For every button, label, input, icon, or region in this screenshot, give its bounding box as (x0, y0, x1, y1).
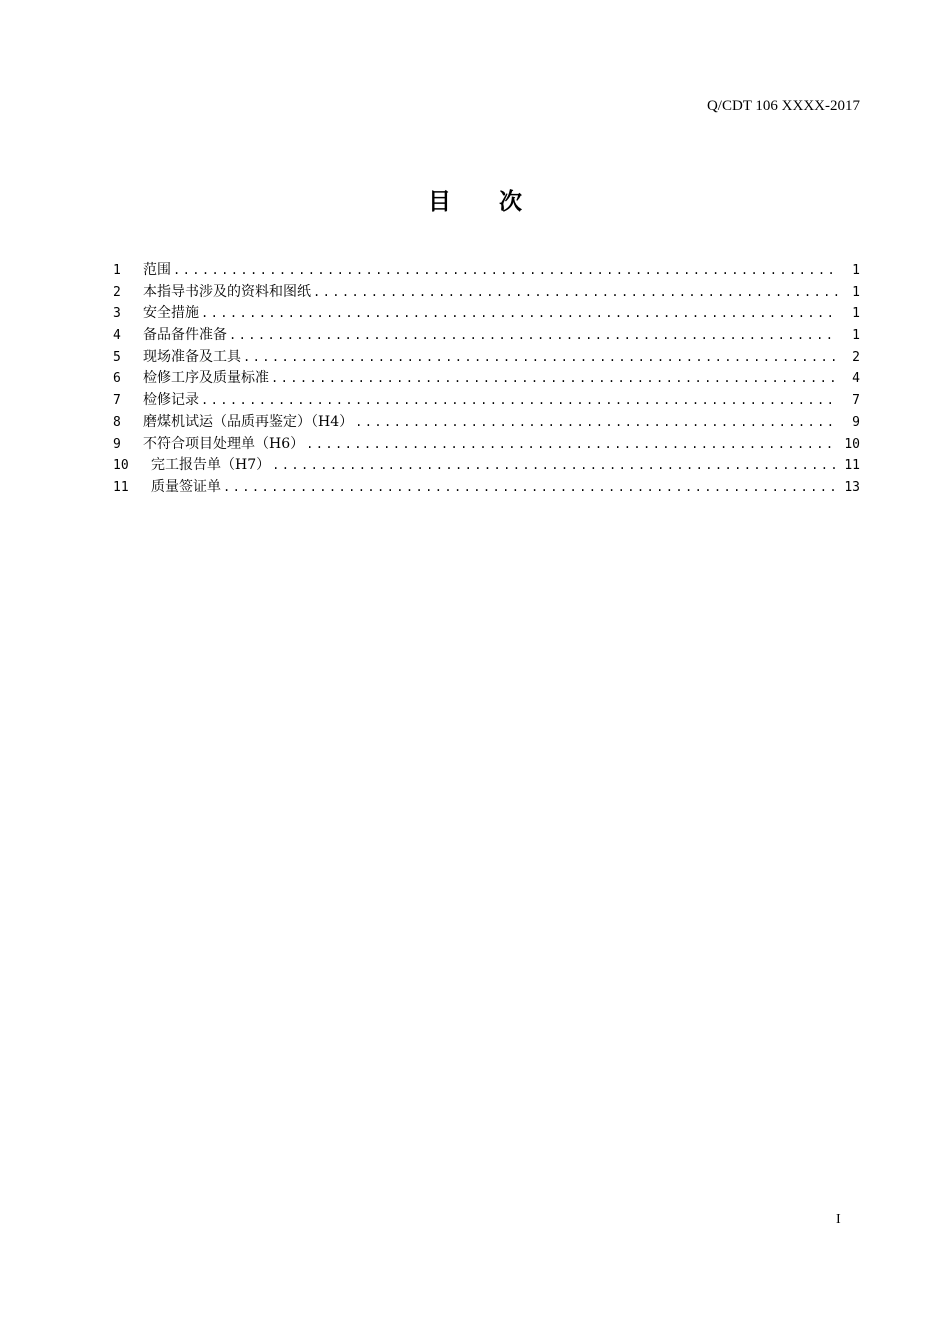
toc-entry-5[interactable] (113, 347, 860, 369)
toc-entry-11[interactable] (113, 477, 860, 499)
toc-entry-9[interactable] (113, 434, 860, 456)
toc-entry-label: 检修记录 (143, 392, 199, 409)
toc-entry-page: 1 (852, 284, 860, 300)
toc-entry-label: 安全措施 (143, 305, 199, 322)
dot-leader (201, 303, 838, 325)
toc-entry-label: 完工报告单（H7） (151, 457, 271, 474)
toc-entry-page: 11 (844, 458, 860, 474)
toc-entry-page: 4 (852, 371, 860, 387)
toc-entry-label: 不符合项目处理单（H6） (143, 435, 305, 452)
toc-entry-page: 7 (852, 393, 860, 409)
toc-entry-10[interactable] (113, 455, 860, 477)
toc-entry-4[interactable] (113, 325, 860, 347)
toc-entry-page: 13 (844, 479, 860, 495)
toc-entry-label: 备品备件准备 (143, 327, 227, 344)
dot-leader (201, 390, 838, 412)
toc-entry-label: 现场准备及工具 (143, 348, 241, 365)
toc-entry-number: 4 (113, 328, 121, 344)
table-of-contents (113, 260, 860, 499)
toc-entry-6[interactable] (113, 368, 860, 390)
toc-entry-page: 1 (852, 328, 860, 344)
dot-leader (223, 477, 838, 499)
dot-leader (173, 260, 838, 282)
page-number: I (836, 1212, 841, 1227)
document-code: Q/CDT 106 XXXX-2017 (706, 98, 860, 114)
toc-entry-number: 1 (113, 263, 121, 278)
toc-entry-number: 11 (113, 479, 129, 495)
toc-entry-label: 本指导书涉及的资料和图纸 (143, 283, 311, 300)
toc-entry-number: 5 (113, 349, 121, 365)
toc-entry-label: 磨煤机试运（品质再鉴定）（H4） (143, 413, 354, 430)
toc-entry-label: 检修工序及质量标准 (143, 370, 269, 387)
toc-entry-7[interactable] (113, 390, 860, 412)
dot-leader (355, 412, 838, 434)
toc-entry-page: 10 (844, 436, 860, 452)
dot-leader (313, 282, 838, 304)
toc-title: 目次 (428, 189, 570, 215)
toc-entry-label: 质量签证单 (151, 478, 221, 495)
toc-entry-page: 1 (852, 263, 860, 278)
toc-entry-number: 6 (113, 371, 121, 387)
toc-entry-number: 10 (113, 458, 129, 474)
toc-entry-8[interactable] (113, 412, 860, 434)
toc-entry-number: 7 (113, 393, 121, 409)
toc-entry-1[interactable] (113, 260, 860, 282)
dot-leader (243, 347, 838, 369)
toc-entry-3[interactable] (113, 303, 860, 325)
toc-entry-page: 9 (852, 414, 860, 430)
dot-leader (271, 368, 838, 390)
toc-entry-number: 3 (113, 306, 121, 322)
dot-leader (306, 434, 838, 456)
toc-entry-page: 2 (852, 349, 860, 365)
toc-entry-number: 9 (113, 436, 121, 452)
toc-entry-number: 2 (113, 284, 121, 300)
toc-entry-number: 8 (113, 414, 121, 430)
toc-entry-page: 1 (852, 306, 860, 322)
dot-leader (229, 325, 838, 347)
dot-leader (272, 455, 838, 477)
toc-entry-label: 范围 (143, 262, 171, 278)
toc-entry-2[interactable] (113, 282, 860, 304)
